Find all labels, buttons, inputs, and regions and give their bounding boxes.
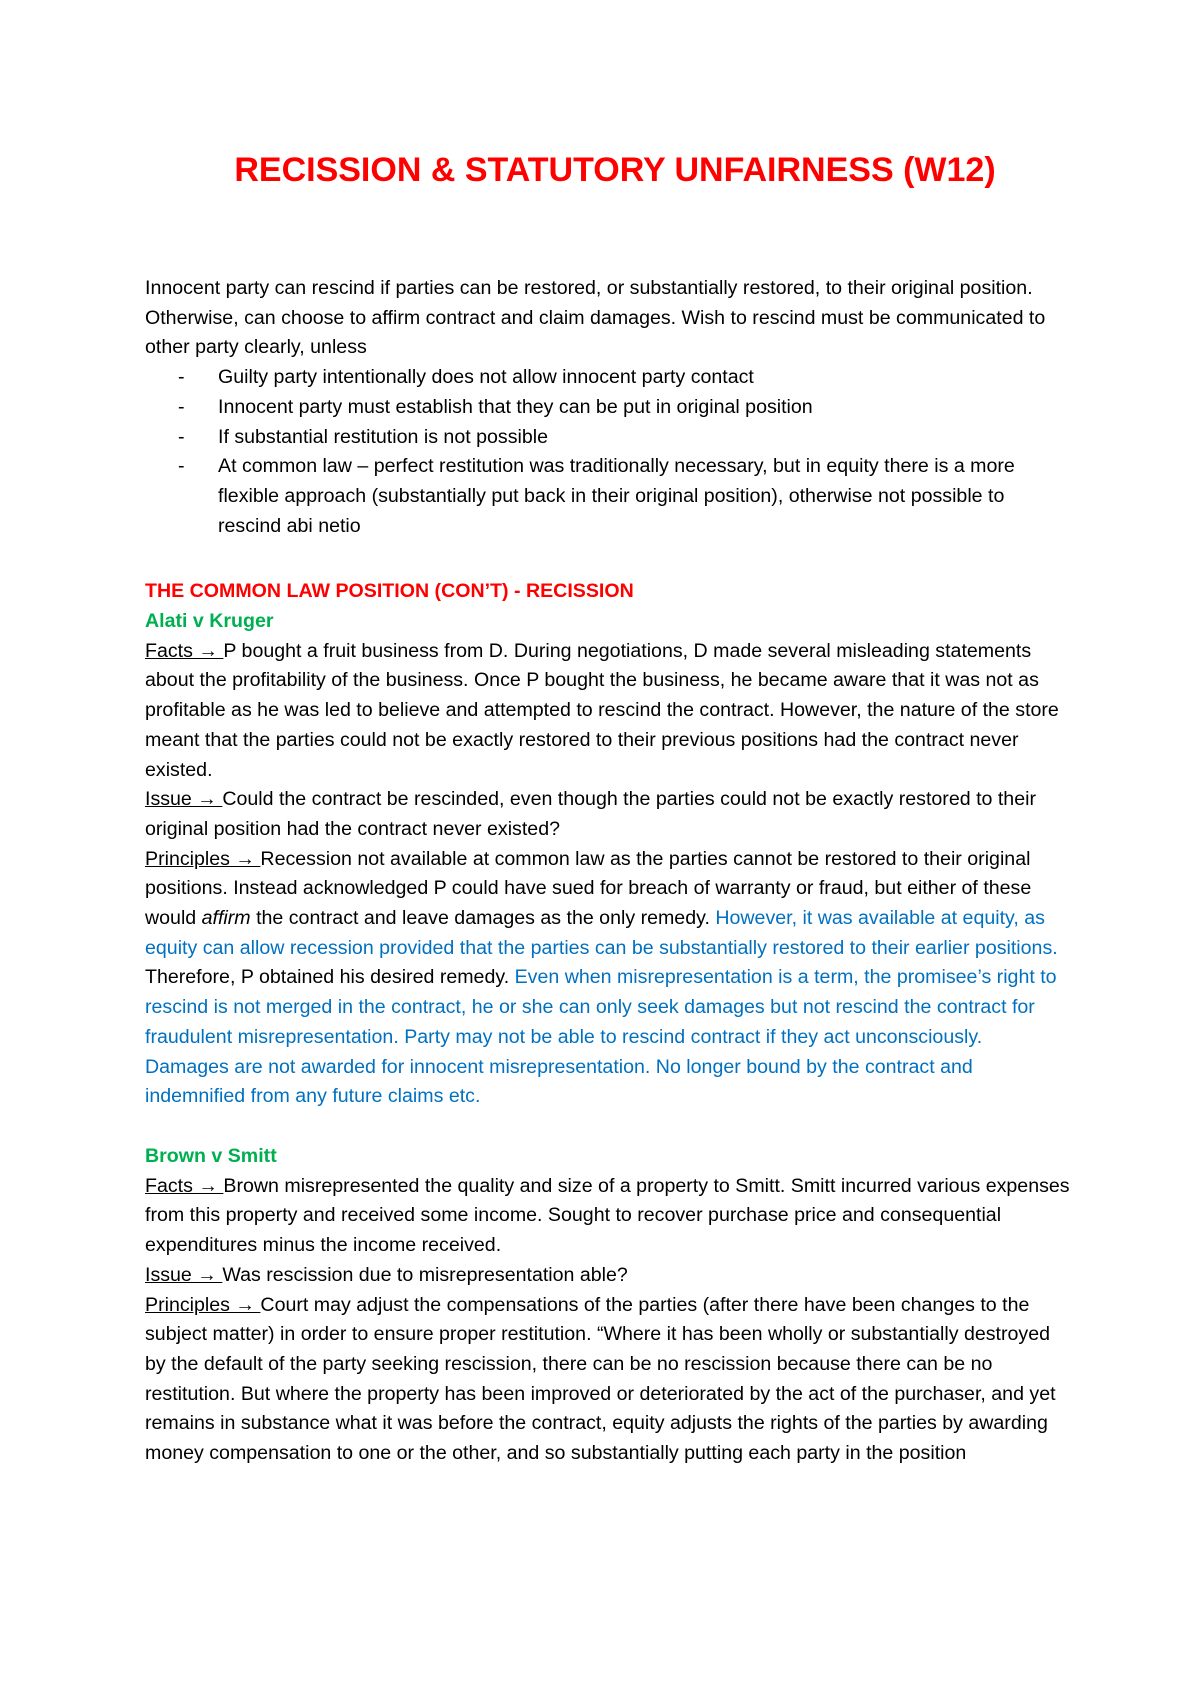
intro-bullet: - Innocent party must establish that they can be put in original position bbox=[218, 393, 1070, 423]
principles-label: Principles → bbox=[145, 847, 261, 870]
case-principles bbox=[145, 1291, 1070, 1469]
facts-text: P bought a fruit business from D. During negotiations, D made several misleading statements about the profitability of the business. Once P bought the business, he became aware that it was not as profitable as he was led to believe and attempted to rescind the contract. However, the nature of the store meant that the parties could not be exactly restored to their previous positions had the contract never existed. bbox=[145, 639, 1059, 781]
principles-text: Court may adjust the compensations of the parties (after there have been changes to the subject matter) in order to ensure proper restitution. “Where it has been wholly or substantially destroyed by the default of the party seeking rescission, there can be no rescission because there can be no restitution. But where the property has been improved or deteriorated by the act of the purchaser, and yet remains in substance what it was before the contract, equity adjusts the rights of the parties by awarding money compensation to one or the other, and so substantially putting each party in the position bbox=[145, 1293, 1056, 1465]
case-issue bbox=[145, 785, 1070, 844]
issue-label: Issue → bbox=[145, 788, 223, 811]
principles-label: Principles → bbox=[145, 1293, 261, 1316]
case-facts bbox=[145, 637, 1070, 786]
issue-label: Issue → bbox=[145, 1263, 223, 1286]
principles-emphasis: affirm bbox=[201, 907, 251, 930]
intro-paragraph: Innocent party can rescind if parties can be restored, or substantially restored, to their original position. Otherwise, can choose to affirm contract and claim damages. Wish to rescind must be communicated to other party clearly, unless bbox=[145, 277, 1046, 359]
intro-bullet: - If substantial restitution is not possible bbox=[218, 423, 1070, 453]
principles-text: Therefore, P obtained his desired remedy. bbox=[145, 966, 515, 989]
case-principles bbox=[145, 845, 1070, 1112]
facts-text: Brown misrepresented the quality and size of a property to Smitt. Smitt incurred various expenses from this property and received some income. Sought to recover purchase price and consequential expenditures minus the income received. bbox=[145, 1174, 1070, 1257]
issue-text: Was rescission due to misrepresentation able? bbox=[222, 1263, 628, 1286]
principles-text: the contract and leave damages as the only remedy. bbox=[250, 907, 716, 930]
principles-highlight: Even when misrepresentation is a term, the promisee’s right to rescind is not merged in the contract, he or she can only seek damages but not rescind the contract for fraudulent misrepresentation. Party may not be able to rescind contract if they act unconsciously. Damages are not awarded for innocent misrepresentation. No longer bound by the contract and indemnified from any future claims etc. bbox=[145, 966, 1057, 1108]
principles-text: Recession not available at common law as the parties cannot be restored to their original positions. Instead acknowledged P could have sued for breach of warranty or fraud, but either of these would bbox=[145, 847, 1032, 930]
intro-section bbox=[145, 274, 1070, 541]
page-title: RECISSION & STATUTORY UNFAIRNESS (W12) bbox=[234, 151, 996, 189]
case-name: Brown v Smitt bbox=[145, 1144, 277, 1167]
case-brown-v-smitt bbox=[145, 1142, 1070, 1469]
case-facts bbox=[145, 1172, 1070, 1261]
issue-text: Could the contract be rescinded, even though the parties could not be exactly restored to their original position had the contract never existed? bbox=[145, 788, 1036, 840]
facts-label: Facts → bbox=[145, 1174, 224, 1197]
principles-highlight: However, it was available at equity, as equity can allow recession provided that the parties can be substantially restored to their earlier positions. bbox=[145, 907, 1058, 959]
intro-bullet-list bbox=[145, 363, 1070, 541]
case-alati-v-kruger bbox=[145, 607, 1070, 1112]
section-heading: THE COMMON LAW POSITION (CON’T) - RECISSION bbox=[145, 580, 634, 603]
intro-bullet: - At common law – perfect restitution was traditionally necessary, but in equity there is a more flexible approach (substantially put back in their original position), otherwise not possible to rescind abi netio bbox=[218, 452, 1070, 541]
facts-label: Facts → bbox=[145, 639, 224, 662]
case-issue bbox=[145, 1261, 1070, 1291]
case-name: Alati v Kruger bbox=[145, 610, 274, 633]
intro-bullet: - Guilty party intentionally does not allow innocent party contact bbox=[218, 363, 1070, 393]
